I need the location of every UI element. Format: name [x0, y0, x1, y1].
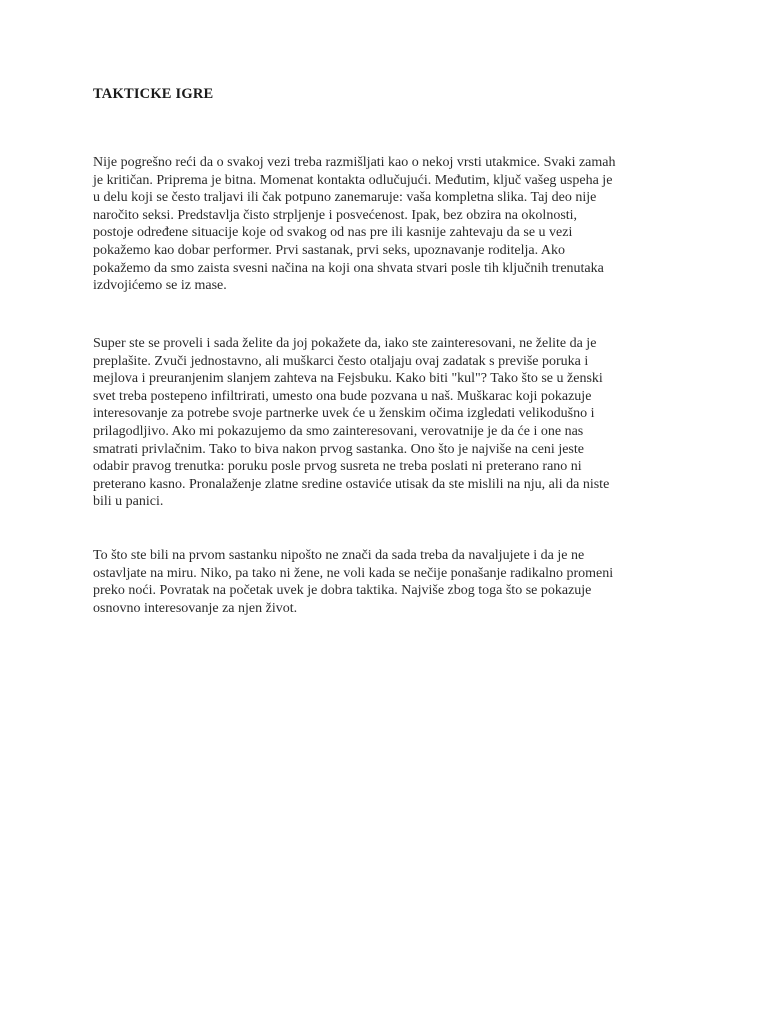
paragraph-line: naročito seksi. Predstavlja čisto strpljenje i posvećenost. Ipak, bez obzira na okolnosti,: [93, 207, 578, 223]
paragraph-line: je kritičan. Priprema je bitna. Momenat kontakta odlučujući. Međutim, ključ vašeg uspeha je: [93, 172, 613, 188]
paragraph-1: [93, 154, 683, 295]
paragraph-line: preplašite. Zvuči jednostavno, ali muškarci često otaljaju ovaj zadatak s previše poruka i: [93, 353, 589, 369]
paragraph-line: u delu koji se često traljavi ili čak potpuno zanemaruje: vaša kompletna slika. Taj deo nije: [93, 190, 597, 206]
paragraph-line: Nije pogrešno reći da o svakoj vezi treba razmišljati kao o nekoj vrsti utakmice. Svaki zamah: [93, 155, 616, 170]
paragraph-line: pokažemo da smo zaista svesni načina na koji ona shvata stvari posle tih ključnih trenutaka: [93, 260, 604, 276]
paragraph-line: interesovanje za potrebe svoje partnerke uvek će u ženskim očima izgledati velikodušno i: [93, 406, 595, 422]
paragraph-line: preterano kasno. Pronalaženje zlatne sredine ostaviće utisak da ste mislili na nju, ali da niste: [93, 476, 610, 492]
paragraph-line: odabir pravog trenutka: poruku posle prvog susreta ne treba poslati ni preterano rano ni: [93, 459, 582, 475]
paragraph-2: [93, 335, 683, 511]
paragraph-line: prilagodljivo. Ako mi pokazujemo da smo zainteresovani, verovatnije je da će i one nas: [93, 423, 584, 439]
paragraph-line: osnovno interesovanje za njen život.: [93, 600, 298, 616]
paragraph-line: ostavljate na miru. Niko, pa tako ni žene, ne voli kada se nečije ponašanje radikalno promeni: [93, 565, 614, 581]
paragraph-line: svet treba postepeno infiltrirati, umesto ona bude pozvana u naš. Muškarac koji pokazuje: [93, 388, 592, 404]
paragraph-line: preko noći. Povratak na početak uvek je dobra taktika. Najviše zbog toga što se pokazuje: [93, 583, 592, 599]
paragraph-line: bili u panici.: [93, 494, 164, 510]
paragraph-line: postoje određene situacije koje od svakog od nas pre ili kasnije zahtevaju da se u vezi: [93, 225, 573, 241]
paragraph-line: To što ste bili na prvom sastanku nipošto ne znači da sada treba da navaljujete i da je ne: [93, 548, 585, 563]
paragraph-line: pokažemo kao dobar performer. Prvi sastanak, prvi seks, upoznavanje roditelja. Ako: [93, 242, 565, 258]
paragraph-line: mejlova i preuranjenim slanjem zahteva na Fejsbuku. Kako biti "kul"? Tako što se u ženski: [93, 371, 603, 387]
paragraph-line: smatrati privlačnim. Tako to biva nakon prvog sastanka. Ono što je najviše na ceni jeste: [93, 441, 584, 457]
paragraph-line: Super ste se proveli i sada želite da joj pokažete da, iako ste zainteresovani, ne želite da je: [93, 336, 597, 351]
document-title: TAKTICKE IGRE: [93, 86, 214, 102]
paragraph-line: izdvojićemo se iz mase.: [93, 278, 227, 294]
paragraph-3: [93, 547, 683, 617]
